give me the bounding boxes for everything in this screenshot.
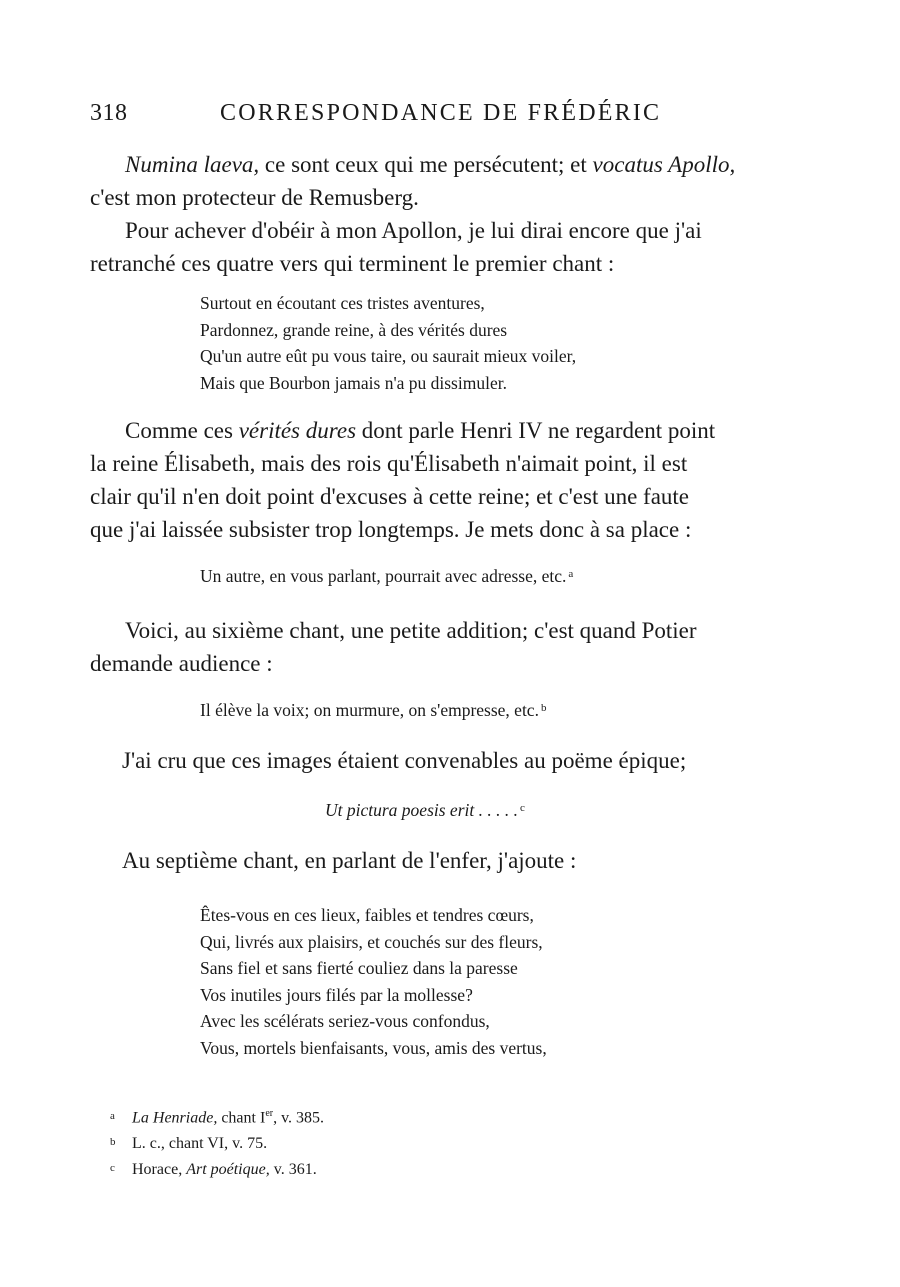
footnote-a	[110, 1102, 610, 1130]
page-number: 318	[90, 100, 128, 126]
italic-phrase: vérités dures	[238, 418, 357, 443]
paragraph-line: J'ai cru que ces images étaient convenables au poëme épique;	[122, 748, 687, 773]
paragraph-1	[90, 148, 818, 214]
paragraph-line: Pour achever d'obéir à mon Apollon, je lui dirai encore que j'ai	[125, 218, 702, 243]
paragraph-line: c'est mon protecteur de Remusberg.	[90, 185, 419, 210]
verse-line: Vous, mortels bienfaisants, vous, amis des vertus,	[200, 1037, 547, 1058]
footnote-mark: b	[110, 1136, 116, 1149]
footnote-superscript: er	[265, 1108, 274, 1119]
italic-phrase: vocatus Apollo,	[592, 152, 736, 177]
verse-line: Mais que Bourbon jamais n'a pu dissimuler.	[200, 372, 507, 393]
footnote-ref: c	[519, 802, 525, 814]
paragraph-line	[90, 148, 818, 181]
paragraph-line	[90, 414, 818, 447]
verse-line: Qui, livrés aux plaisirs, et couchés sur des fleurs,	[200, 931, 543, 952]
quote-line-2	[200, 700, 546, 721]
footnote-text: chant I	[217, 1109, 266, 1127]
text-run: ce sont ceux qui me persécutent; et	[259, 152, 593, 177]
footnote-ref: b	[540, 702, 547, 714]
paragraph-3	[90, 414, 818, 546]
verse-line: Êtes-vous en ces lieux, faibles et tendres cœurs,	[200, 905, 534, 925]
verse-line: Avec les scélérats seriez-vous confondus,	[200, 1011, 490, 1031]
footnotes	[110, 1102, 610, 1182]
quote-text: Ut pictura poesis erit . . . . .	[325, 800, 518, 820]
footnote-ref: a	[568, 568, 574, 580]
paragraph-6	[90, 844, 818, 877]
verse-block-1	[200, 290, 760, 396]
quote-line-1	[200, 566, 573, 587]
verse-block-2	[200, 902, 760, 1061]
verse-line: Sans fiel et sans fierté couliez dans la paresse	[200, 958, 518, 978]
verse-line: Vos inutiles jours filés par la mollesse?	[200, 984, 473, 1005]
verse-line: Qu'un autre eût pu vous taire, ou saurait mieux voiler,	[200, 346, 577, 366]
footnote-italic: La Henriade,	[132, 1109, 218, 1127]
footnote-b	[110, 1130, 610, 1156]
footnote-text: Horace,	[132, 1161, 187, 1179]
paragraph-line: demande audience :	[90, 651, 273, 676]
quote-line-3	[325, 800, 525, 821]
text-run: Comme ces	[125, 418, 239, 443]
paragraph-2	[90, 214, 818, 280]
page-header	[90, 100, 810, 136]
footnote-italic: Art poétique,	[186, 1161, 270, 1179]
paragraph-line: que j'ai laissée subsister trop longtemps. Je mets donc à sa place :	[90, 517, 692, 542]
footnote-text: , v. 385.	[273, 1109, 325, 1127]
footnote-text: L. c., chant VI, v. 75.	[132, 1135, 268, 1153]
paragraph-line: Au septième chant, en parlant de l'enfer, j'ajoute :	[122, 848, 577, 873]
footnote-mark: a	[110, 1110, 115, 1123]
italic-phrase: Numina laeva,	[125, 152, 260, 177]
quote-text: Il élève la voix; on murmure, on s'empresse, etc.	[200, 700, 539, 720]
paragraph-line: Voici, au sixième chant, une petite addition; c'est quand Potier	[125, 618, 697, 643]
verse-line: Pardonnez, grande reine, à des vérités dures	[200, 319, 508, 340]
verse-line: Surtout en écoutant ces tristes aventures,	[200, 293, 485, 313]
paragraph-line: clair qu'il n'en doit point d'excuses à cette reine; et c'est une faute	[90, 484, 690, 509]
running-title: CORRESPONDANCE DE FRÉDÉRIC	[220, 100, 662, 126]
footnote-text: v. 361.	[269, 1161, 317, 1179]
paragraph-line: retranché ces quatre vers qui terminent le premier chant :	[90, 251, 615, 276]
footnote-c	[110, 1156, 610, 1182]
footnote-mark: c	[110, 1162, 115, 1175]
paragraph-4	[90, 614, 818, 680]
quote-text: Un autre, en vous parlant, pourrait avec adresse, etc.	[200, 566, 567, 586]
paragraph-5	[90, 744, 818, 777]
paragraph-line: la reine Élisabeth, mais des rois qu'Élisabeth n'aimait point, il est	[90, 451, 688, 476]
text-run: dont parle Henri IV ne regardent point	[356, 418, 716, 443]
